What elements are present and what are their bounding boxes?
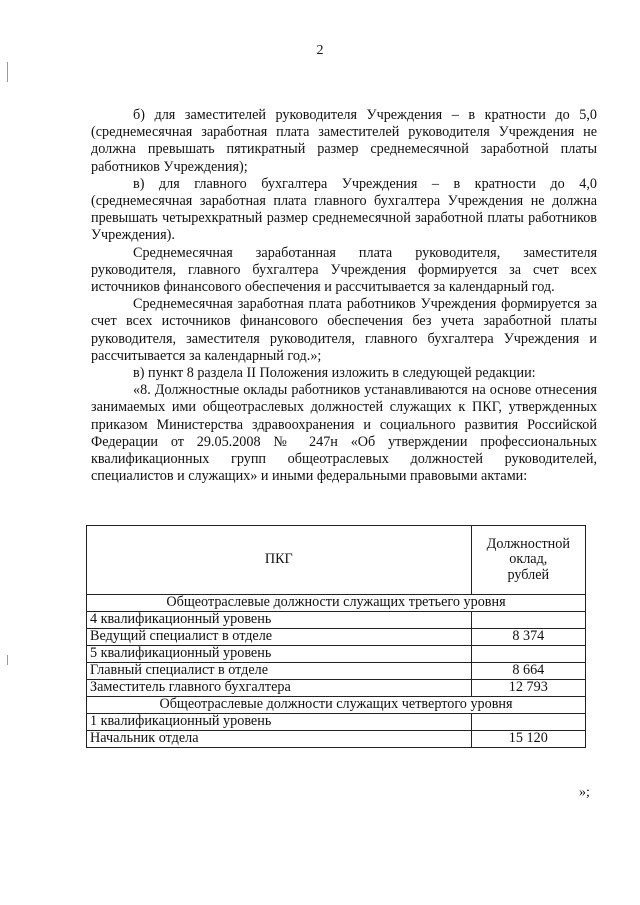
table-row [87, 646, 586, 663]
salary-value: 15 120 [471, 731, 585, 748]
position-name: Ведущий специалист в отделе [87, 629, 472, 646]
level-label: 4 квалификационный уровень [87, 612, 472, 629]
empty-cell [471, 646, 585, 663]
level-label: 1 квалификационный уровень [87, 714, 472, 731]
table-row [87, 680, 586, 697]
table-row [87, 663, 586, 680]
table-header-row [87, 526, 586, 595]
group-title: Общеотраслевые должности служащих третьего уровня [87, 595, 586, 612]
body-text [91, 107, 597, 485]
position-name: Заместитель главного бухгалтера [87, 680, 472, 697]
paragraph: в) пункт 8 раздела II Положения изложить в следующей редакции: [133, 365, 536, 382]
level-label: 5 квалификационный уровень [87, 646, 472, 663]
header-salary-line: оклад, [509, 551, 548, 568]
paragraph: б) для заместителей руководителя Учреждения – в кратности до 5,0 (среднемесячная заработная плата заместителей руководителя Учреждения не должна превышать пятикратный размер среднемесячной заработной платы работников Учреждения); [91, 107, 597, 175]
position-name: Главный специалист в отделе [87, 663, 472, 680]
header-salary [471, 526, 585, 595]
table-row [87, 714, 586, 731]
table-row [87, 731, 586, 748]
table-group-row [87, 697, 586, 714]
empty-cell [471, 612, 585, 629]
paragraph: в) для главного бухгалтера Учреждения – в кратности до 4,0 (среднемесячная заработная плата главного бухгалтера Учреждения не должна превышать четырехкратный размер среднемесячной заработной платы работников Учреждения). [91, 175, 597, 244]
header-pkg: ПКГ [87, 526, 472, 595]
salary-table [86, 525, 586, 748]
closing-quote: »; [579, 785, 590, 800]
salary-value: 12 793 [471, 680, 585, 697]
salary-value: 8 664 [471, 663, 585, 680]
paragraph: Среднемесячная заработная плата работников Учреждения формируется за счет всех источников финансового обеспечения без учета заработной платы руководителя, заместителя руководителя, главного бухгалтера Учреждения и рассчитывается за календарный год.»; [91, 296, 597, 364]
salary-value: 8 374 [471, 629, 585, 646]
table-group-row [87, 595, 586, 612]
table-row [87, 612, 586, 629]
margin-mark [7, 655, 8, 665]
position-name: Начальник отдела [87, 731, 472, 748]
paragraph: «8. Должностные оклады работников устанавливаются на основе отнесения занимаемых ими общеотраслевых должностей служащих к ПКГ, утвержденных приказом Министерства здравоохранения и социального развития Российской Федерации от 29.05.2008 № 247н «Об утверждении профессиональных квалификационных групп общеотраслевых должностей руководителей, специалистов и служащих» и иными федеральными правовыми актами: [91, 382, 597, 485]
empty-cell [471, 714, 585, 731]
header-salary-line: Должностной [486, 535, 570, 552]
page-number: 2 [316, 43, 324, 58]
table-row [87, 629, 586, 646]
margin-mark [7, 62, 8, 82]
paragraph: Среднемесячная заработанная плата руководителя, заместителя руководителя, главного бухгалтера Учреждения формируется за счет всех источников финансового обеспечения и рассчитывается за календарный год. [91, 244, 597, 296]
group-title: Общеотраслевые должности служащих четвертого уровня [87, 697, 586, 714]
header-salary-line: рублей [507, 566, 550, 583]
